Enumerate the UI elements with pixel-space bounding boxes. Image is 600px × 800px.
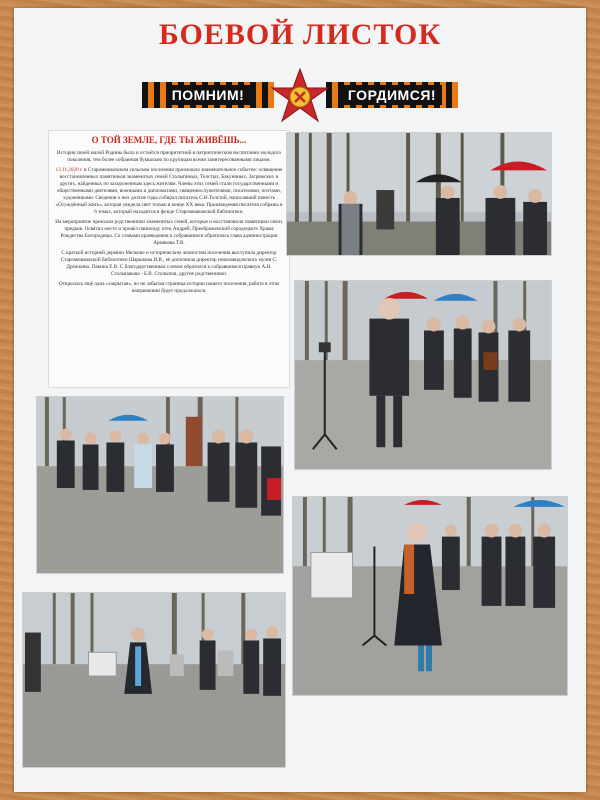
article-paragraph-5: Открылась ещё одна «закрытая», но не забытая страница истории нашего поселения, работа в этом направлении будет продолжаться. — [59, 281, 279, 294]
st-george-ribbon-right — [326, 82, 458, 108]
article-date: 13.11.2020 г. — [55, 167, 83, 173]
article-panel — [48, 130, 290, 388]
photo-umbrellas-group — [286, 132, 552, 256]
article-paragraph-1: История своей малой Родины была и остаётся приоритетной в патриотическом воспитании молодого поколения, тем более собранная буквально по крупицам всеми заинтересованными лицами. — [56, 150, 282, 163]
photo-priest-ceremony — [22, 592, 286, 768]
remember-banner — [142, 68, 458, 124]
st-george-ribbon-left — [142, 82, 274, 108]
article-paragraph-3: На мероприятие приехали родственники знаменитых семей, которые и восстановили памятники своих предков. Освятил место и провёл панихиду отец Андрей, Преображенский городецкого Храма Рождества Богородицы. Со словами краеведения к собравшимся обратилась глава администрации Армякова Т.В. — [55, 219, 283, 246]
banner-right-text: ГОРДИМСЯ! — [342, 85, 442, 105]
poster-sheet — [14, 8, 586, 792]
photo-speaker-man — [294, 280, 552, 470]
poster-title: БОЕВОЙ ЛИСТОК — [158, 18, 442, 51]
photo-speaker-woman — [292, 496, 568, 696]
banner-left-text: ПОМНИМ! — [166, 85, 251, 105]
article-paragraph-2: в Старомешковском сельском поселении произошло знаменательное событие: освящение восстановленных памятников знаменитых семей Столыпиных, Толстых, Бакуниных, Загряжских и других, найденных по захороненным здесь жителям. Члены этих семей стали государственными и общественными деятелями, военными и дипломатами, священнослужителями, писателями, поэтами, художниками. Сведения о них долгие годы собирал писатель С.Н.Толстой, написавший повесть «Осуждённый жить», которая увидела свет только в конце XX века. Произведения писателя собраны в 6 томах, который находится в фонде Старомешковской библиотеки. — [55, 167, 283, 215]
article-heading: О ТОЙ ЗЕМЛЕ, ГДЕ ТЫ ЖИВЁШЬ... — [91, 135, 247, 145]
order-star-icon — [268, 68, 332, 124]
photo-crowd-left — [36, 396, 284, 574]
article-paragraph-4: С краткой историей деревни Мелково и историческим личностям поселения выступила директор Старомешковской библиотеки Шарыкова И.В., её дополнила директор новозавидовского музея С. Дрожкина. Пакина Е.В. С благодарственным словом обратился к собравшимся правнук А.Н. Столыпакова - Б.В. Столыпов, другие родственники. — [60, 250, 278, 277]
